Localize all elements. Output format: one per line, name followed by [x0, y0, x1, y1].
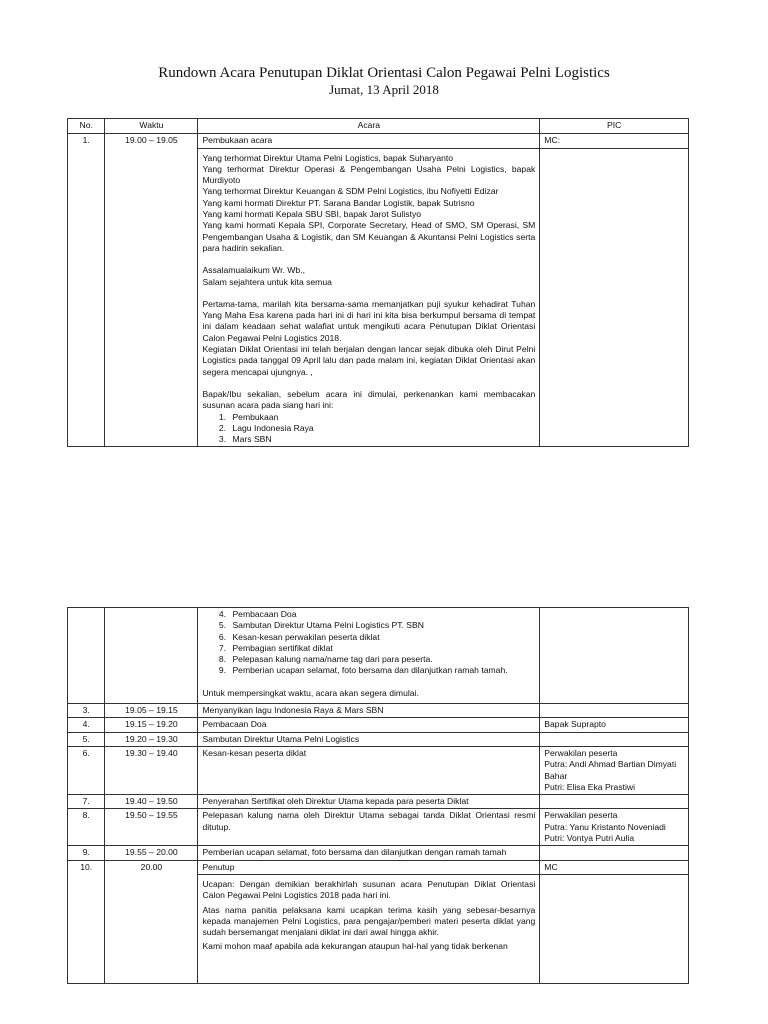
row-activity: Penyerahan Sertifikat oleh Direktur Utama kepada para peserta Diklat	[198, 795, 540, 809]
event-date: Jumat, 13 April 2018	[329, 82, 439, 97]
salam-line: Assalamualaikum Wr. Wb.,	[202, 265, 305, 276]
row-time: 19.00 – 19.05	[105, 134, 198, 447]
row-time: 19.15 – 19.20	[105, 718, 198, 732]
row-activity: Pembukaan acara	[198, 134, 540, 148]
row-time: 19.20 – 19.30	[105, 732, 198, 746]
row-pic-empty	[540, 704, 689, 718]
agenda-item: 4. Pembacaan Doa	[228, 609, 535, 620]
agenda-item: 2. Lagu Indonesia Raya	[228, 423, 535, 434]
row-activity: Kesan-kesan peserta diklat	[198, 746, 540, 794]
opening-script-continued	[198, 608, 540, 704]
column-header-activity: Acara	[198, 119, 540, 134]
rundown-table-page-2	[67, 607, 689, 984]
agenda-item: 3. Mars SBN	[228, 434, 535, 445]
greeting-line: Yang terhormat Direktur Utama Pelni Logistics, bapak Suharyanto	[202, 152, 454, 163]
agenda-list	[202, 412, 535, 446]
row-pic-empty	[540, 732, 689, 746]
table-row	[68, 860, 689, 874]
row-no: 1.	[68, 134, 105, 447]
table-row	[68, 608, 689, 704]
row-pic-empty	[540, 795, 689, 809]
agenda-item: 6. Kesan-kesan perwakilan peserta diklat	[228, 632, 535, 643]
script-paragraph: Pertama-tama, marilah kita bersama-sama memanjatkan puji syukur kehadirat Tuhan Yang Maha Esa karena pada hari ini di hari ini kita bisa berkumpul bersama di tempat ini dalam keadaan sehat walafiat untuk mengikuti acara Penutupan Diklat Orientasi Calon Pegawai Pelni Logistics 2018.	[202, 298, 536, 343]
agenda-list	[202, 609, 535, 677]
pic-line: Putri: Vontya Putri Aulia	[544, 833, 635, 844]
row-time-empty	[105, 608, 198, 704]
agenda-item: 7. Pembagian sertifikat diklat	[228, 643, 535, 654]
row-no-empty	[68, 608, 105, 704]
row-no: 3.	[68, 704, 105, 718]
opening-script	[198, 148, 540, 447]
row-time: 19.55 – 20.00	[105, 846, 198, 860]
greeting-line: Yang kami hormati Kepala SPI, Corporate Secretary, Head of SMO, SM Operasi, SM Pengembangan Usaha & Logistik, dan SM Keuangan & Akuntansi Pelni Logistics serta para hadirin sekalian.	[202, 220, 536, 253]
table-row	[68, 718, 689, 732]
row-no: 8.	[68, 809, 105, 846]
script-paragraph: Kegiatan Diklat Orientasi ini telah berjalan dengan lancar sejak dibuka oleh Dirut Pelni Logistics pada tanggal 09 April lalu dan pada malam ini, kegiatan Diklat Orientasi akan segera mencapai ujungnya. ,	[202, 344, 536, 377]
column-header-no: No.	[68, 119, 105, 134]
row-no: 6.	[68, 746, 105, 794]
agenda-item: 1. Pembukaan	[228, 412, 535, 423]
table-row	[68, 704, 689, 718]
greeting-line: Yang kami hormati Direktur PT. Sarana Bandar Logistik, bapak Sutrisno	[202, 197, 475, 208]
row-no: 7.	[68, 795, 105, 809]
agenda-item: 5. Sambutan Direktur Utama Pelni Logistics PT. SBN	[228, 620, 535, 631]
script-paragraph: Atas nama panitia pelaksana kami ucapkan terima kasih yang sebesar-besarnya kepada manajemen Pelni Logistics, para pengajar/pemberi materi peserta diklat yang sudah bersemangat menjalani diklat ini dari awal hingga akhir.	[202, 904, 536, 938]
table-row	[68, 732, 689, 746]
pic-line: Putra: Yanu Kristanto Noveniadi	[544, 821, 666, 832]
row-pic: MC:	[540, 134, 689, 148]
row-pic-empty	[540, 148, 689, 447]
pic-line: Putra: Andi Ahmad Bartian Dimyati Bahar	[544, 759, 677, 781]
rundown-table-page-1	[67, 118, 689, 447]
pic-line: Perwakilan peserta	[544, 747, 618, 758]
pic-line: Putri: Elisa Eka Prastiwi	[544, 781, 636, 792]
row-activity: Pembacaan Doa	[198, 718, 540, 732]
closing-script	[198, 874, 540, 983]
table-row	[68, 795, 689, 809]
row-time: 19.05 – 19.15	[105, 704, 198, 718]
column-header-pic: PIC	[540, 119, 689, 134]
table-row	[68, 809, 689, 846]
row-pic	[540, 809, 689, 846]
row-time: 19.40 – 19.50	[105, 795, 198, 809]
row-pic	[540, 746, 689, 794]
row-pic-empty	[540, 874, 689, 983]
row-pic: Bapak Suprapto	[540, 718, 689, 732]
row-pic-empty	[540, 846, 689, 860]
row-no: 9.	[68, 846, 105, 860]
table-header-row	[68, 119, 689, 134]
row-pic: MC	[540, 860, 689, 874]
row-activity: Penutup	[198, 860, 540, 874]
greeting-line: Yang kami hormati Kepala SBU SBI, bapak Jarot Sulistyo	[202, 209, 422, 220]
row-activity: Pemberian ucapan selamat, foto bersama dan dilanjutkan dengan ramah tamah	[198, 846, 540, 860]
greeting-line: Yang terhormat Direktur Operasi & Pengembangan Usaha Pelni Logistics, bapak Murdiyoto	[202, 163, 536, 186]
script-paragraph: Kami mohon maaf apabila ada kekurangan ataupun hal-hal yang tidak berkenan	[202, 941, 508, 952]
greeting-line: Yang terhormat Direktur Keuangan & SDM Pelni Logistics, ibu Nofiyetti Edizar	[202, 186, 499, 197]
activity-text: Pelepasan kalung nama oleh Direktur Utama sebagai tanda Diklat Orientasi resmi ditutup.	[202, 810, 536, 832]
table-row	[68, 846, 689, 860]
script-paragraph: Bapak/Ibu sekalian, sebelum acara ini dimulai, perkenankan kami membacakan susunan acara pada siang hari ini:	[202, 388, 536, 411]
row-time: 19.50 – 19.55	[105, 809, 198, 846]
row-no: 10.	[68, 860, 105, 983]
row-no: 4.	[68, 718, 105, 732]
table-row	[68, 746, 689, 794]
row-no: 5.	[68, 732, 105, 746]
row-time: 19.30 – 19.40	[105, 746, 198, 794]
script-paragraph: Ucapan: Dengan demikian berakhirlah susunan acara Penutupan Diklat Orientasi Calon Pegawai Pelni Logistics 2018 pada hari ini.	[202, 878, 536, 901]
row-activity	[198, 809, 540, 846]
row-activity: Menyanyikan lagu Indonesia Raya & Mars SBN	[198, 704, 540, 718]
table-row	[68, 134, 689, 148]
row-pic-empty	[540, 608, 689, 704]
salam-line: Salam sejahtera untuk kita semua	[202, 276, 332, 287]
page-title: Rundown Acara Penutupan Diklat Orientasi Calon Pegawai Pelni Logistics	[158, 65, 610, 81]
document-header	[0, 64, 768, 98]
row-time: 20.00	[105, 860, 198, 983]
agenda-item: 8. Pelepasan kalung nama/name tag dari para peserta.	[228, 654, 535, 665]
column-header-time: Waktu	[105, 119, 198, 134]
row-activity: Sambutan Direktur Utama Pelni Logistics	[198, 732, 540, 746]
agenda-item: 9. Pemberian ucapan selamat, foto bersama dan dilanjutkan ramah tamah.	[228, 665, 535, 676]
script-paragraph: Untuk mempersingkat waktu, acara akan segera dimulai.	[202, 687, 419, 698]
pic-line: Perwakilan peserta	[544, 810, 618, 821]
